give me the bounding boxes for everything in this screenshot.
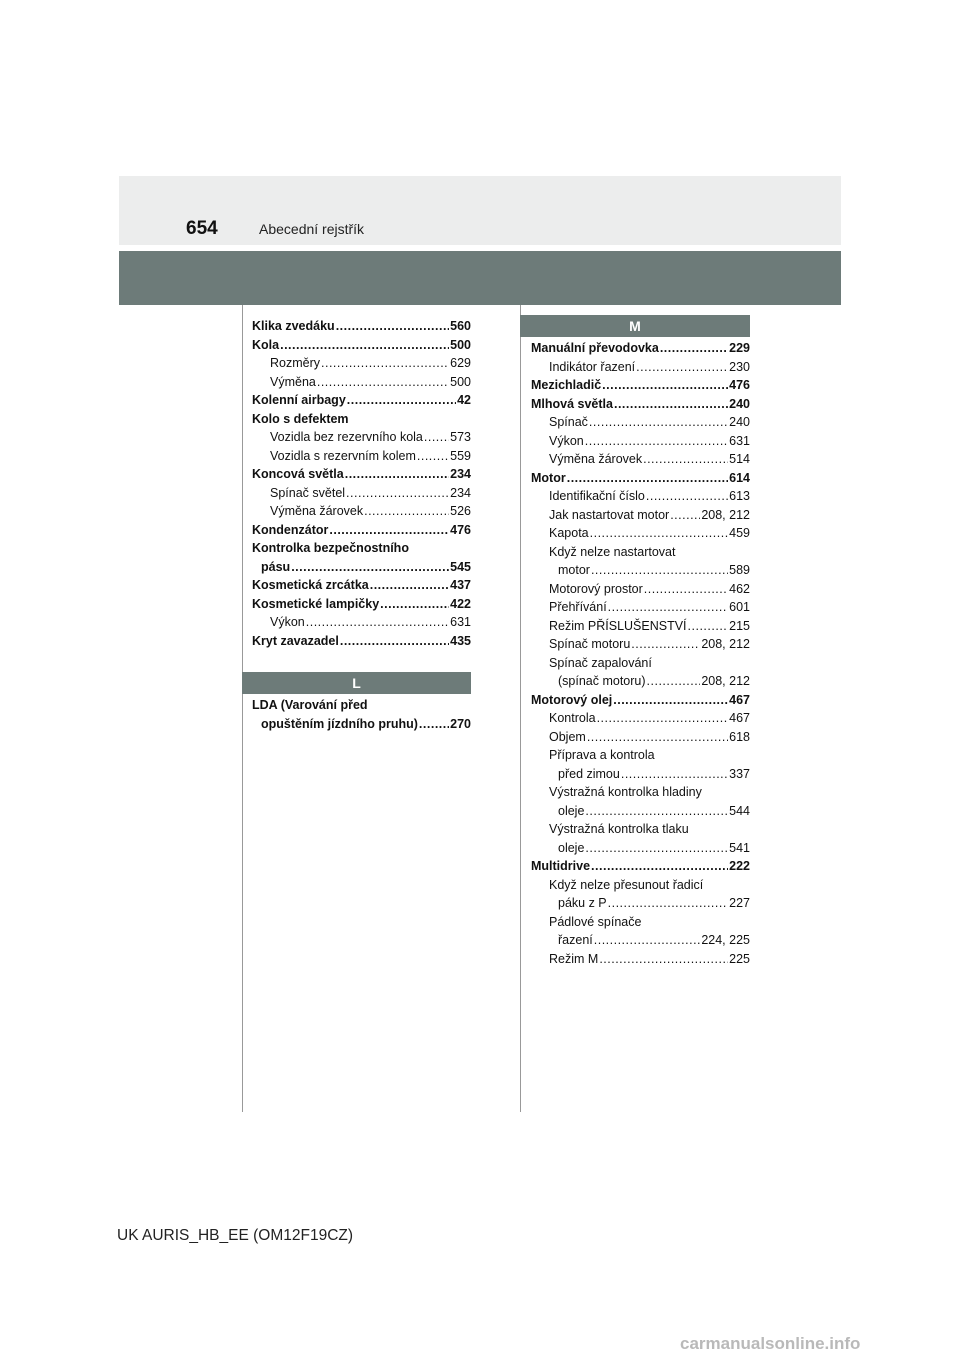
entry-page-number: 227 xyxy=(729,896,750,910)
entry-term: Výměna žárovek xyxy=(270,504,364,518)
index-heading: Kolo s defektem xyxy=(252,411,349,426)
index-entry xyxy=(252,428,471,447)
index-entry xyxy=(531,358,750,377)
entry-page-number: 208, 212 xyxy=(701,507,750,522)
entry-page-number: 614 xyxy=(729,470,750,485)
index-entry xyxy=(531,524,750,543)
entry-term: Kosmetická zrcátka xyxy=(252,578,369,592)
dot-leader xyxy=(424,428,449,447)
dot-leader xyxy=(364,502,449,521)
index-entry xyxy=(531,561,750,580)
dot-leader xyxy=(614,395,728,414)
entry-page-number: 613 xyxy=(729,489,750,503)
index-entry xyxy=(531,950,750,969)
index-entry xyxy=(252,484,471,503)
entry-term: Kondenzátor xyxy=(252,522,329,537)
entry-term: Kola xyxy=(252,337,280,352)
entry-page-number: 514 xyxy=(729,452,750,466)
entry-term: (spínač motoru) xyxy=(558,674,646,688)
dot-leader xyxy=(636,358,728,377)
entry-term: řazení xyxy=(558,933,593,947)
index-entry xyxy=(531,450,750,469)
entry-term: Výkon xyxy=(270,615,305,629)
title-bar xyxy=(119,251,841,305)
entry-page-number: 560 xyxy=(450,319,471,333)
index-entry xyxy=(531,487,750,506)
entry-term: Manuální převodovka xyxy=(531,341,659,355)
index-entry xyxy=(252,336,471,355)
entry-term: Režim M xyxy=(549,951,599,966)
entry-page-number: 629 xyxy=(450,356,471,370)
dot-leader xyxy=(585,432,728,451)
index-column-m xyxy=(531,339,750,968)
entry-term: oleje xyxy=(558,803,585,818)
entry-term: Motorový prostor xyxy=(549,581,643,596)
entry-page-number: 240 xyxy=(729,415,750,429)
column-divider-left xyxy=(242,305,243,1112)
entry-page-number: 467 xyxy=(729,711,750,725)
entry-term: Výměna žárovek xyxy=(549,452,643,466)
dot-leader xyxy=(643,450,728,469)
dot-leader xyxy=(417,447,449,466)
index-entry xyxy=(252,502,471,521)
index-entry xyxy=(252,558,471,577)
entry-term: Vozidla bez rezervního kola xyxy=(270,430,423,444)
dot-leader xyxy=(346,484,449,503)
entry-page-number: 476 xyxy=(729,378,750,392)
entry-term: Objem xyxy=(549,729,586,744)
dot-leader xyxy=(646,487,728,506)
entry-term: Indikátor řazení xyxy=(549,359,636,374)
dot-leader xyxy=(340,632,449,651)
entry-term: Jak nastartovat motor xyxy=(549,507,670,522)
entry-term: Motorový olej xyxy=(531,692,613,707)
entry-term: Motor xyxy=(531,470,566,485)
index-entry xyxy=(252,373,471,392)
dot-leader xyxy=(585,802,728,821)
entry-page-number: 544 xyxy=(729,803,750,818)
header-band xyxy=(119,176,841,245)
dot-leader xyxy=(587,728,728,747)
entry-page-number: 589 xyxy=(729,563,750,577)
entry-page-number: 234 xyxy=(450,485,471,500)
dot-leader xyxy=(608,598,728,617)
index-entry xyxy=(252,632,471,651)
entry-term: Spínač světel xyxy=(270,485,346,500)
dot-leader xyxy=(585,839,728,858)
index-entry xyxy=(531,894,750,913)
entry-page-number: 526 xyxy=(450,504,471,518)
index-entry xyxy=(252,354,471,373)
entry-page-number: 222 xyxy=(729,859,750,873)
dot-leader xyxy=(644,580,728,599)
entry-page-number: 234 xyxy=(450,467,471,481)
entry-page-number: 631 xyxy=(729,433,750,448)
dot-leader xyxy=(380,595,449,614)
entry-term: Multidrive xyxy=(531,859,591,873)
index-heading: Kontrolka bezpečnostního xyxy=(252,541,409,555)
entry-term: Spínač xyxy=(549,415,588,429)
entry-term: Kontrola xyxy=(549,711,596,725)
entry-page-number: 476 xyxy=(450,522,471,537)
entry-page-number: 229 xyxy=(729,341,750,355)
entry-term: Kryt zavazadel xyxy=(252,633,339,648)
index-heading: Spínač zapalování xyxy=(549,655,652,670)
index-column-l xyxy=(252,696,471,733)
index-entry xyxy=(531,857,750,876)
dot-leader xyxy=(613,691,728,710)
index-entry xyxy=(531,765,750,784)
entry-page-number: 230 xyxy=(729,359,750,374)
entry-page-number: 422 xyxy=(450,596,471,611)
entry-page-number: 467 xyxy=(729,692,750,707)
entry-page-number: 270 xyxy=(450,716,471,731)
dot-leader xyxy=(321,354,449,373)
dot-leader xyxy=(567,469,728,488)
dot-leader xyxy=(370,576,449,595)
index-entry xyxy=(531,413,750,432)
entry-term: Koncová světla xyxy=(252,467,344,481)
index-entry xyxy=(252,613,471,632)
entry-term: páku z P xyxy=(558,896,607,910)
entry-term: Přehřívání xyxy=(549,600,607,614)
entry-page-number: 435 xyxy=(450,633,471,648)
dot-leader xyxy=(291,558,449,577)
index-entry xyxy=(531,709,750,728)
index-entry xyxy=(531,395,750,414)
entry-term: před zimou xyxy=(558,766,620,781)
index-entry xyxy=(252,595,471,614)
entry-page-number: 500 xyxy=(450,337,471,352)
entry-page-number: 601 xyxy=(729,600,750,614)
entry-page-number: 545 xyxy=(450,559,471,574)
dot-leader xyxy=(336,317,449,336)
entry-term: Výměna xyxy=(270,374,316,389)
dot-leader xyxy=(688,617,729,636)
entry-page-number: 462 xyxy=(729,581,750,596)
index-entry xyxy=(531,802,750,821)
index-heading: Pádlové spínače xyxy=(549,914,642,929)
dot-leader xyxy=(317,373,449,392)
dot-leader xyxy=(590,524,729,543)
index-entry xyxy=(531,931,750,950)
index-entry xyxy=(531,728,750,747)
index-entry xyxy=(252,521,471,540)
index-entry xyxy=(252,715,471,734)
entry-page-number: 437 xyxy=(450,578,471,592)
index-entry xyxy=(531,506,750,525)
index-heading: Když nelze nastartovat xyxy=(549,544,676,559)
entry-page-number: 225 xyxy=(729,951,750,966)
dot-leader xyxy=(347,391,456,410)
entry-page-number: 500 xyxy=(450,374,471,389)
section-title: Abecední rejstřík xyxy=(259,221,365,237)
entry-term: Klika zvedáku xyxy=(252,319,335,333)
entry-page-number: 573 xyxy=(450,430,471,444)
dot-leader xyxy=(329,521,449,540)
entry-term: Výkon xyxy=(549,433,584,448)
dot-leader xyxy=(419,715,449,734)
document-code: UK AURIS_HB_EE (OM12F19CZ) xyxy=(117,1227,354,1244)
letter-heading-l: L xyxy=(242,672,471,694)
dot-leader xyxy=(345,465,449,484)
entry-term: Režim PŘÍSLUŠENSTVÍ xyxy=(549,618,687,633)
entry-page-number: 42 xyxy=(457,393,471,407)
entry-term: Mlhová světla xyxy=(531,396,613,411)
index-entry xyxy=(252,465,471,484)
letter-heading-m: M xyxy=(520,315,750,337)
index-heading: Výstražná kontrolka hladiny xyxy=(549,785,702,799)
dot-leader xyxy=(597,709,729,728)
entry-page-number: 631 xyxy=(450,615,471,629)
index-column-k xyxy=(252,317,471,650)
entry-page-number: 618 xyxy=(729,729,750,744)
dot-leader xyxy=(608,894,729,913)
entry-page-number: 224, 225 xyxy=(701,933,750,947)
entry-term: opuštěním jízdního pruhu) xyxy=(261,716,418,731)
entry-term: Kosmetické lampičky xyxy=(252,596,380,611)
dot-leader xyxy=(647,672,701,691)
entry-page-number: 459 xyxy=(729,526,750,540)
index-entry xyxy=(531,339,750,358)
entry-term: pásu xyxy=(261,559,291,574)
index-entry xyxy=(531,580,750,599)
index-entry xyxy=(252,576,471,595)
entry-page-number: 208, 212 xyxy=(701,637,750,651)
watermark: carmanualsonline.info xyxy=(680,1334,861,1353)
entry-term: Kapota xyxy=(549,526,589,540)
dot-leader xyxy=(594,931,701,950)
entry-term: oleje xyxy=(558,840,585,855)
index-heading: Příprava a kontrola xyxy=(549,748,655,762)
index-heading: Když nelze přesunout řadicí xyxy=(549,877,704,892)
entry-term: Mezichladič xyxy=(531,378,602,392)
index-heading: LDA (Varování před xyxy=(252,698,368,712)
entry-page-number: 215 xyxy=(729,618,750,633)
index-entry xyxy=(531,672,750,691)
entry-term: Vozidla s rezervním kolem xyxy=(270,448,416,463)
index-entry xyxy=(252,317,471,336)
entry-page-number: 541 xyxy=(729,840,750,855)
entry-term: motor xyxy=(558,563,590,577)
dot-leader xyxy=(660,339,728,358)
dot-leader xyxy=(602,376,728,395)
entry-page-number: 208, 212 xyxy=(701,674,750,688)
index-entry xyxy=(252,391,471,410)
dot-leader xyxy=(631,635,700,654)
column-divider-middle xyxy=(520,305,521,1112)
dot-leader xyxy=(670,506,700,525)
index-heading: Výstražná kontrolka tlaku xyxy=(549,822,689,836)
dot-leader xyxy=(591,857,728,876)
entry-term: Spínač motoru xyxy=(549,637,631,651)
dot-leader xyxy=(280,336,449,355)
entry-term: Kolenní airbagy xyxy=(252,393,346,407)
entry-term: Rozměry xyxy=(270,356,321,370)
index-entry xyxy=(531,691,750,710)
entry-page-number: 337 xyxy=(729,766,750,781)
index-entry xyxy=(531,617,750,636)
index-entry xyxy=(531,432,750,451)
dot-leader xyxy=(591,561,728,580)
index-entry xyxy=(531,469,750,488)
index-entry xyxy=(531,376,750,395)
dot-leader xyxy=(589,413,728,432)
entry-page-number: 559 xyxy=(450,448,471,463)
dot-leader xyxy=(306,613,449,632)
dot-leader xyxy=(599,950,728,969)
index-entry xyxy=(531,839,750,858)
entry-page-number: 240 xyxy=(729,396,750,411)
index-entry xyxy=(531,598,750,617)
page-number: 654 xyxy=(186,218,218,239)
index-entry xyxy=(531,635,750,654)
index-entry xyxy=(252,447,471,466)
dot-leader xyxy=(621,765,728,784)
entry-term: Identifikační číslo xyxy=(549,489,645,503)
